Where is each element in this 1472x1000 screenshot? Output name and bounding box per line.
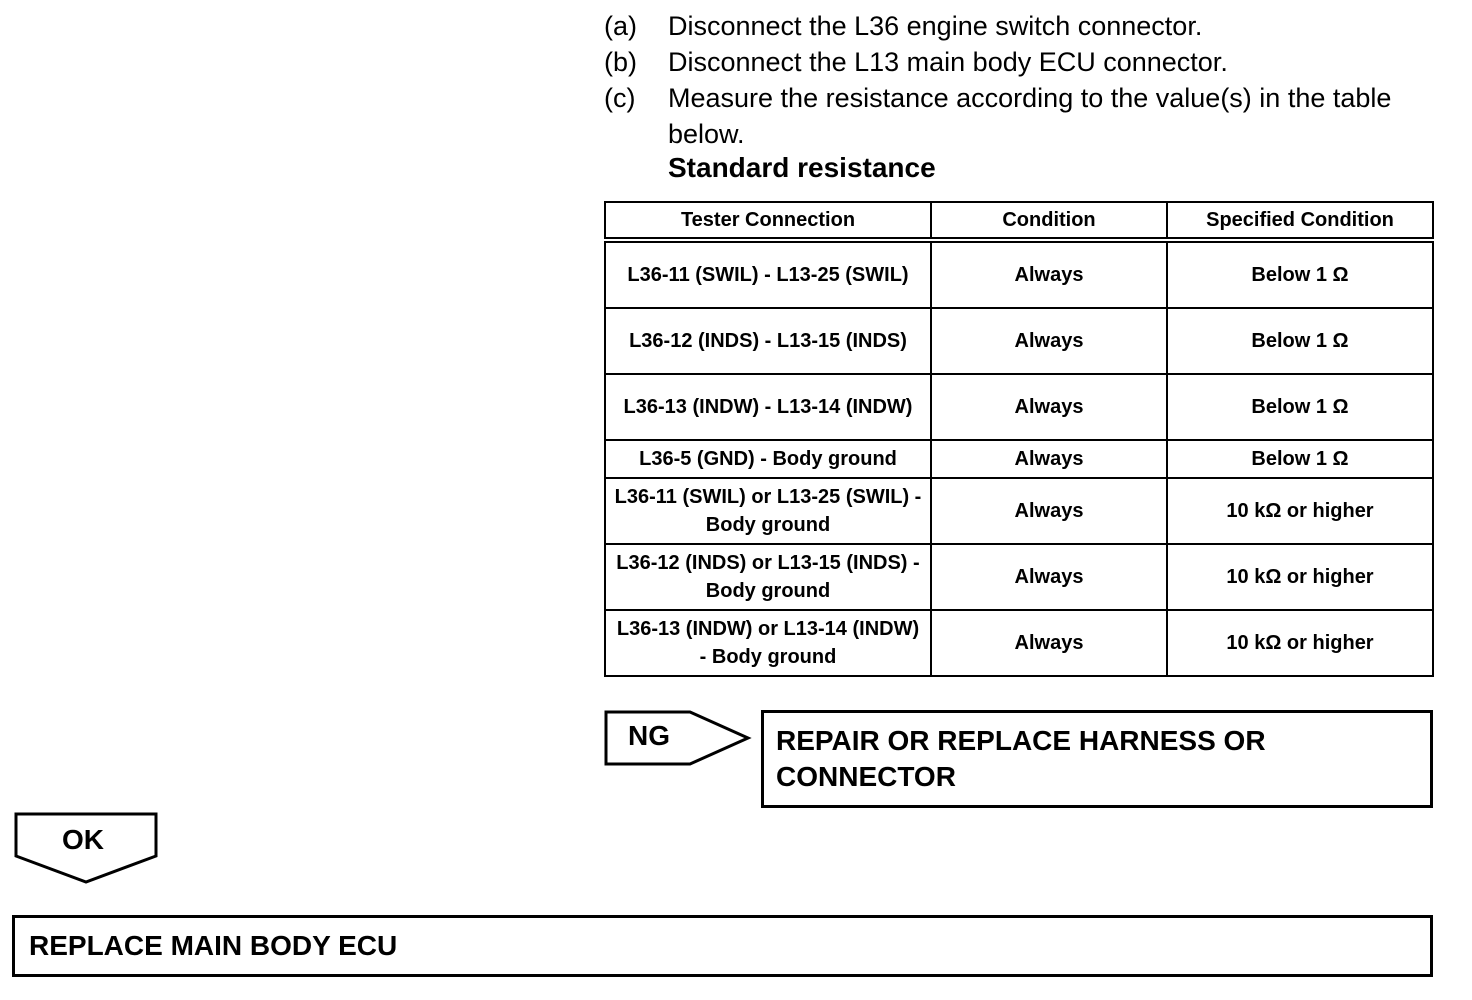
specified-condition-cell: 10 kΩ or higher (1167, 478, 1433, 544)
ng-action-box: REPAIR OR REPLACE HARNESS OR CONNECTOR (761, 710, 1433, 808)
table-row (605, 440, 1433, 478)
ok-action-box: REPLACE MAIN BODY ECU (12, 915, 1433, 977)
standard-resistance-title: Standard resistance (668, 152, 936, 183)
step-b (604, 44, 1434, 80)
step-letter: (b) (604, 47, 637, 77)
table-row (605, 610, 1433, 676)
ng-arrow-tag (604, 710, 752, 768)
table-row (605, 240, 1433, 308)
tester-connection-cell: L36-12 (INDS) or L13-15 (INDS) - Body ground (605, 544, 931, 610)
specified-condition-cell: 10 kΩ or higher (1167, 544, 1433, 610)
procedure-steps (604, 8, 1434, 152)
tester-connection-cell: L36-11 (SWIL) or L13-25 (SWIL) - Body ground (605, 478, 931, 544)
table-row (605, 478, 1433, 544)
table-header-row (605, 202, 1433, 240)
tester-connection-cell: L36-13 (INDW) or L13-14 (INDW) - Body ground (605, 610, 931, 676)
step-a (604, 8, 1434, 44)
tester-connection-cell: L36-13 (INDW) - L13-14 (INDW) (605, 374, 931, 440)
condition-cell: Always (931, 610, 1167, 676)
condition-cell: Always (931, 440, 1167, 478)
condition-cell: Always (931, 478, 1167, 544)
tester-connection-cell: L36-12 (INDS) - L13-15 (INDS) (605, 308, 931, 374)
condition-cell: Always (931, 374, 1167, 440)
table-row (605, 544, 1433, 610)
resistance-table (604, 201, 1434, 677)
condition-cell: Always (931, 240, 1167, 308)
step-text: Measure the resistance according to the value(s) in the table below. (668, 83, 1392, 149)
step-letter: (a) (604, 11, 637, 41)
column-header-condition: Condition (931, 202, 1167, 240)
condition-cell: Always (931, 308, 1167, 374)
ng-label: NG (628, 720, 670, 751)
step-text: Disconnect the L36 engine switch connector. (668, 11, 1203, 41)
tester-connection-cell: L36-5 (GND) - Body ground (605, 440, 931, 478)
specified-condition-cell: 10 kΩ or higher (1167, 610, 1433, 676)
table-row (605, 308, 1433, 374)
step-letter: (c) (604, 83, 636, 113)
column-header-specified-condition: Specified Condition (1167, 202, 1433, 240)
specified-condition-cell: Below 1 Ω (1167, 308, 1433, 374)
specified-condition-cell: Below 1 Ω (1167, 240, 1433, 308)
column-header-tester-connection: Tester Connection (605, 202, 931, 240)
ok-label: OK (62, 824, 104, 855)
specified-condition-cell: Below 1 Ω (1167, 374, 1433, 440)
specified-condition-cell: Below 1 Ω (1167, 440, 1433, 478)
table-row (605, 374, 1433, 440)
condition-cell: Always (931, 544, 1167, 610)
step-text: Disconnect the L13 main body ECU connector. (668, 47, 1228, 77)
tester-connection-cell: L36-11 (SWIL) - L13-25 (SWIL) (605, 240, 931, 308)
step-c (604, 80, 1434, 152)
